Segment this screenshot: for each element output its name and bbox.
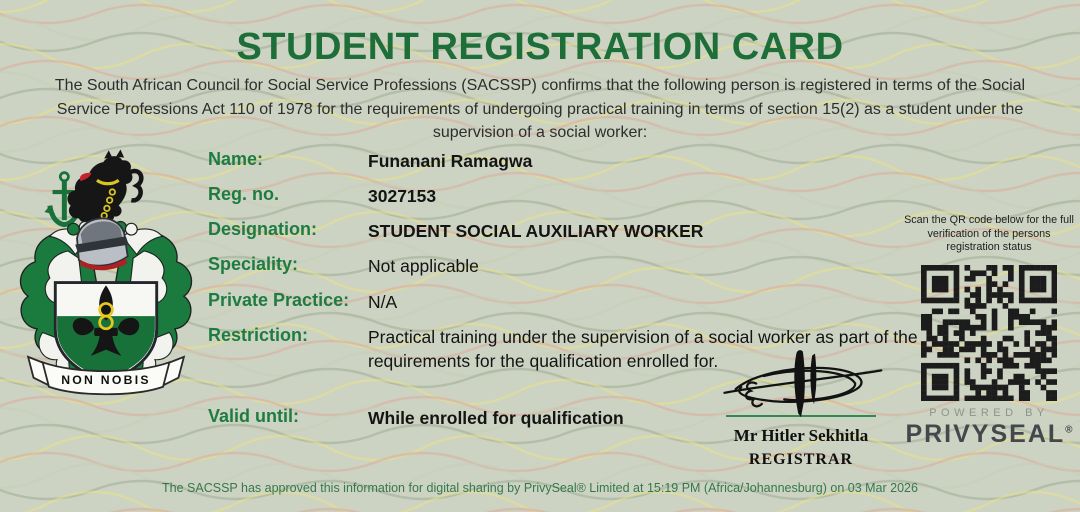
field-row-reg-no	[208, 184, 928, 208]
field-value: While enrolled for qualification	[368, 408, 624, 428]
approval-footer-text: The SACSSP has approved this information for digital sharing by PrivySeal® Limited at 15:19 PM (Africa/Johannesburg) on 03 Mar 2026	[162, 481, 918, 495]
field-label: Reg. no.	[208, 184, 279, 204]
field-label: Designation:	[208, 219, 318, 239]
privyseal-wordmark: PRIVYSEAL	[905, 419, 1066, 448]
crest-motto: NON NOBIS	[61, 373, 151, 388]
registrar-title: REGISTRAR	[748, 451, 854, 468]
qr-instruction-text: Scan the QR code below for the full verification of the persons registration status	[904, 214, 1074, 253]
field-value: Not applicable	[368, 256, 479, 276]
powered-by-label: POWERED BY	[929, 406, 1049, 419]
field-row-designation	[208, 219, 928, 243]
page-title: STUDENT REGISTRATION CARD	[236, 26, 844, 68]
registered-trademark-symbol: ®	[1065, 424, 1073, 436]
qr-code	[921, 265, 1057, 401]
registrar-signature-block	[688, 348, 914, 469]
field-value: STUDENT SOCIAL AUXILIARY WORKER	[368, 221, 704, 241]
field-row-private-practice	[208, 290, 928, 314]
signature-scribble	[701, 348, 901, 418]
qr-verification-panel	[903, 214, 1075, 449]
field-row-speciality	[208, 254, 928, 278]
field-label: Name:	[208, 149, 264, 169]
registrar-name: Mr Hitler Sekhitla	[733, 426, 869, 445]
field-value: Funanani Ramagwa	[368, 151, 533, 171]
field-label: Valid until:	[208, 406, 300, 426]
field-label: Restriction:	[208, 325, 309, 345]
field-value: N/A	[368, 292, 398, 312]
field-label: Speciality:	[208, 254, 299, 274]
privyseal-logo	[903, 420, 1075, 449]
field-value: 3027153	[368, 186, 437, 206]
card-intro-text: The South African Council for Social Service Professions (SACSSP) confirms that the following person is registered in terms of the Social Service Professions Act 110 of 1978 for the requirements of undergoing practical training in terms of section 15(2) as a student under the supervision of a social worker:	[54, 77, 1026, 141]
field-row-name	[208, 149, 928, 173]
sacssp-crest	[10, 136, 202, 422]
field-label: Private Practice:	[208, 290, 350, 310]
field-value: Practical training under the supervision of a social worker as part of the requirements for the qualification enrolled for.	[368, 327, 918, 371]
